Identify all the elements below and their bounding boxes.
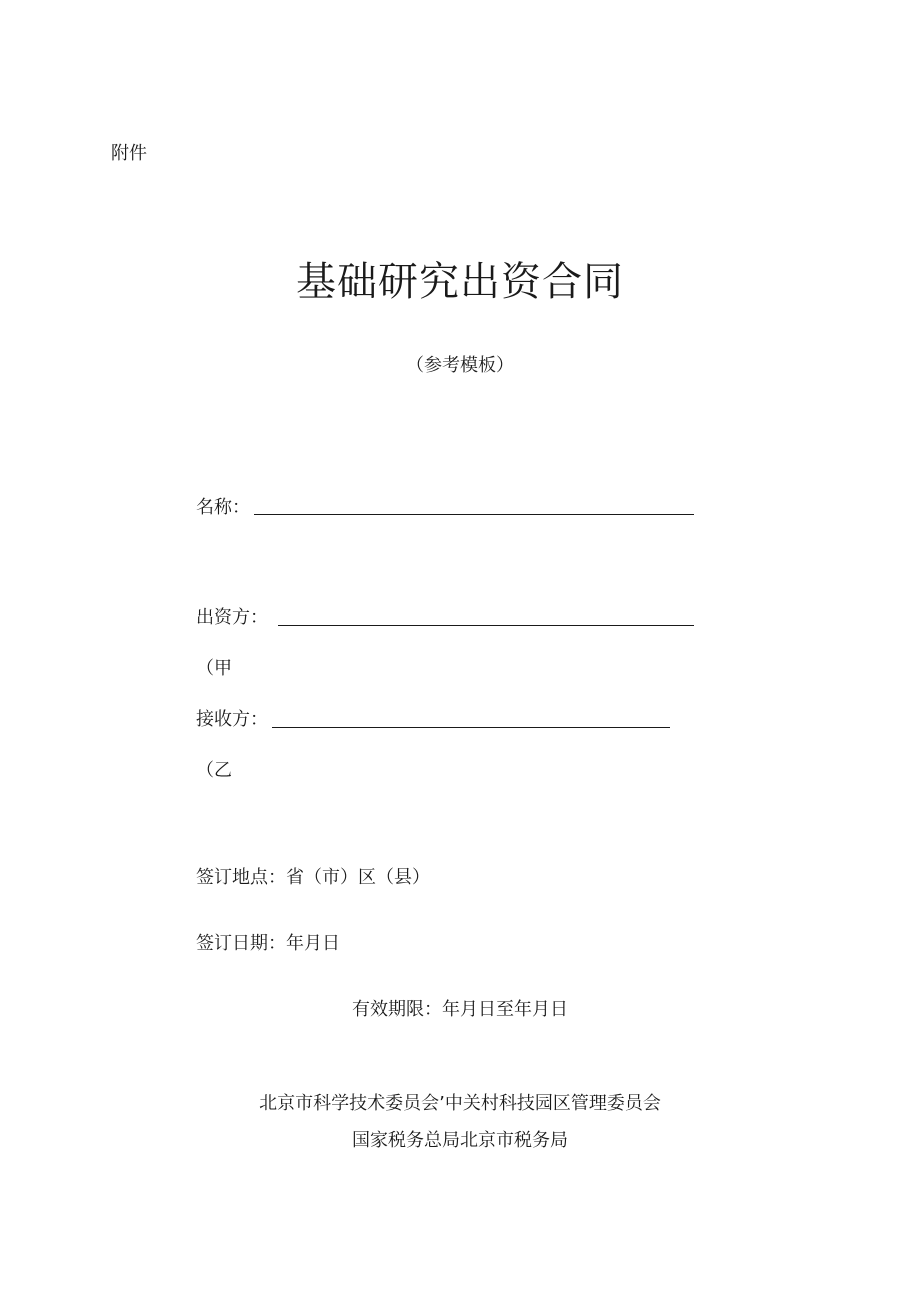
funder-party-label: （甲 xyxy=(196,658,232,679)
recipient-blank-line xyxy=(272,727,670,728)
signing-place-label: 签订地点：省（市）区（县） xyxy=(196,867,430,888)
name-blank-line xyxy=(254,514,694,515)
funder-label: 出资方： xyxy=(196,607,268,628)
document-subtitle: （参考模板） xyxy=(406,355,514,376)
issuer-line-1: 北京市科学技术委员会’中关村科技园区管理委员会 xyxy=(259,1093,661,1114)
attachment-label: 附件 xyxy=(111,143,147,164)
issuer-line-2: 国家税务总局北京市税务局 xyxy=(352,1130,568,1151)
recipient-label: 接收方： xyxy=(196,709,268,730)
name-label: 名称： xyxy=(196,497,250,518)
document-title: 基础研究出资合同 xyxy=(296,259,624,305)
validity-period-label: 有效期限：年月日至年月日 xyxy=(352,999,568,1020)
funder-blank-line xyxy=(278,625,694,626)
signing-date-label: 签订日期：年月日 xyxy=(196,933,340,954)
recipient-party-label: （乙 xyxy=(196,760,232,781)
